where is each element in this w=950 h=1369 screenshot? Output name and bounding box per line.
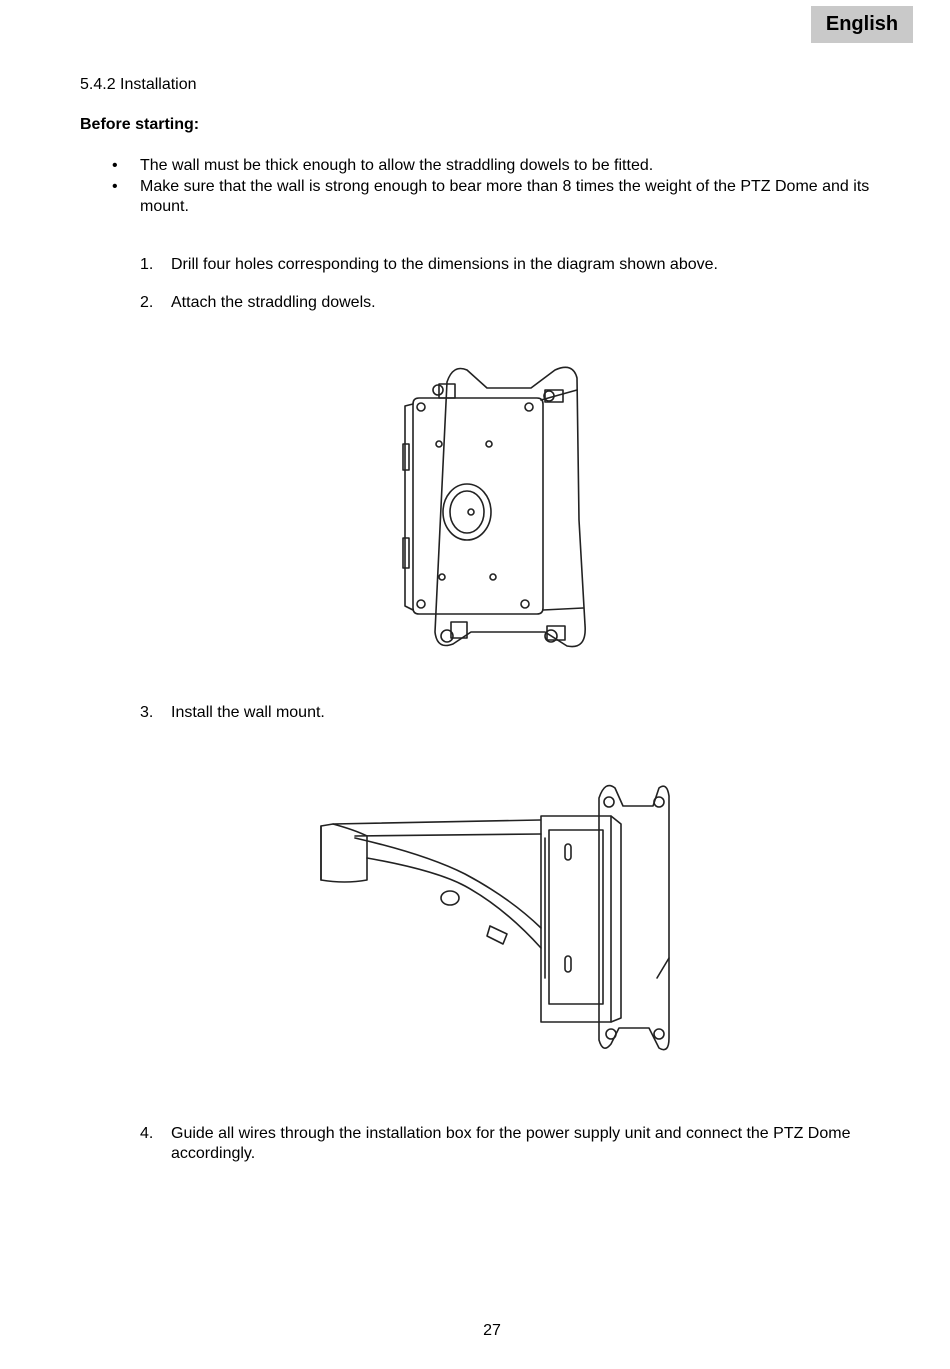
bullet-icon: • [112, 157, 118, 174]
page-number: 27 [483, 1322, 501, 1339]
step-text: Attach the straddling dowels. [171, 294, 376, 311]
step-number: 4. [140, 1125, 154, 1142]
before-starting-heading: Before starting: [80, 116, 200, 133]
step-3 [140, 703, 900, 723]
step-1 [140, 255, 900, 275]
step-4 [140, 1124, 900, 1164]
bullet-text: Make sure that the wall is strong enough to bear more than 8 times the weight of the PTZ Dome and its mount. [140, 177, 870, 215]
bullet-item [80, 156, 900, 177]
step-number: 2. [140, 294, 154, 311]
step-number: 1. [140, 256, 154, 273]
bullet-item [80, 177, 900, 218]
bullet-text: The wall must be thick enough to allow the straddling dowels to be fitted. [140, 157, 654, 174]
step-text: Guide all wires through the installation box for the power supply unit and connect the PTZ Dome accordingly. [171, 1125, 851, 1162]
installation-box-illustration [395, 360, 595, 655]
bullet-icon: • [112, 177, 118, 195]
step-text: Install the wall mount. [171, 704, 325, 721]
step-2 [140, 293, 900, 313]
prerequisites-list [80, 156, 900, 218]
step-text: Drill four holes corresponding to the dimensions in the diagram shown above. [171, 256, 718, 273]
language-tab: English [811, 6, 913, 43]
section-heading: 5.4.2 Installation [80, 76, 197, 93]
wall-mount-illustration [315, 778, 675, 1058]
step-number: 3. [140, 704, 154, 721]
